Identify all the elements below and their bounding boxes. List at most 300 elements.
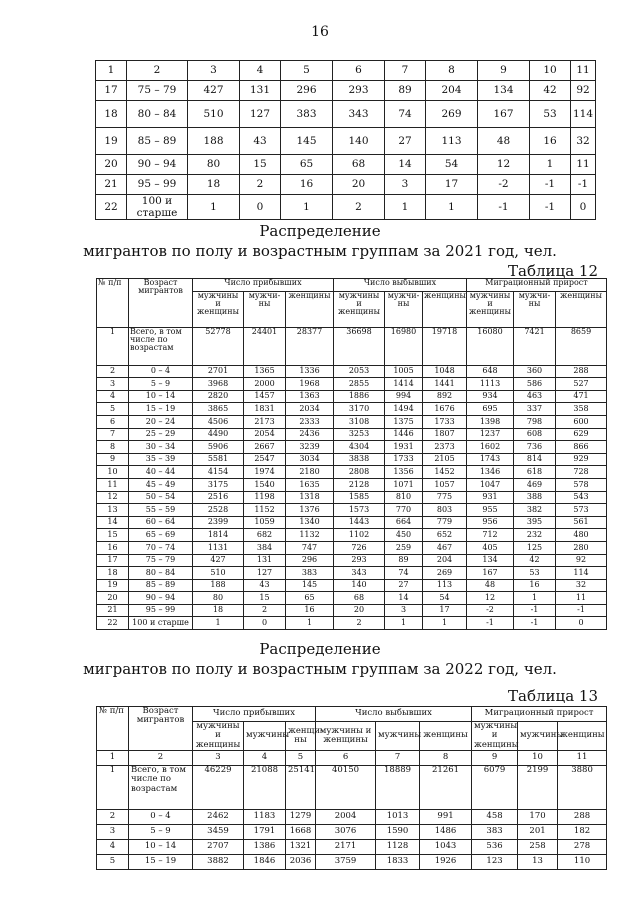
table-cell: 1	[193, 617, 244, 630]
table-cell: 16	[97, 541, 129, 554]
table-cell: 2808	[334, 466, 385, 479]
table-cell: 16	[286, 604, 334, 617]
table-cell: 2171	[316, 840, 376, 855]
t13-head-num: № п/п	[97, 707, 129, 751]
table-cell: 188	[188, 128, 240, 155]
table-cell: 40150	[316, 766, 376, 810]
t13-sub-men: мужчины	[244, 722, 286, 751]
table-cell: 0	[571, 195, 596, 220]
table-cell: 3838	[334, 453, 385, 466]
table-cell: 682	[244, 529, 286, 542]
table-cell: 728	[556, 466, 607, 479]
table-cell: 75 – 79	[129, 554, 193, 567]
table-cell: 12	[97, 491, 129, 504]
t13-head-departed: Число выбывших	[316, 707, 472, 722]
table-cell: 1346	[467, 466, 514, 479]
table-cell: 1807	[423, 428, 467, 441]
table-cell: 931	[467, 491, 514, 504]
t13-sub-both: мужчины и женщины	[316, 722, 376, 751]
table-cell: 2373	[423, 441, 467, 454]
table-cell: 280	[556, 541, 607, 554]
table-cell: -1	[530, 195, 571, 220]
table-cell: 3108	[334, 415, 385, 428]
table12	[96, 278, 607, 630]
table-cell: 20 – 24	[129, 415, 193, 428]
table-row	[97, 554, 607, 567]
table-cell: 5	[281, 61, 333, 81]
table-cell: 510	[188, 101, 240, 128]
table-cell: 8	[97, 441, 129, 454]
table-cell: 1336	[286, 365, 334, 378]
table-cell: 1635	[286, 478, 334, 491]
continuation-table	[95, 60, 596, 220]
table-cell: 123	[472, 855, 518, 870]
table-cell: 5 – 9	[129, 378, 193, 391]
table-cell: 427	[193, 554, 244, 567]
table-cell: 204	[426, 81, 478, 101]
table-cell: 90 – 94	[129, 592, 193, 605]
table-cell: 747	[286, 541, 334, 554]
table-cell: 21088	[244, 766, 286, 810]
table-cell: 95 – 99	[129, 604, 193, 617]
table13-caption: Таблица 13	[508, 687, 598, 705]
table-cell: 85 – 89	[129, 579, 193, 592]
table-cell: 3759	[316, 855, 376, 870]
table-cell: 543	[556, 491, 607, 504]
table-cell: 5906	[193, 441, 244, 454]
table-cell: 8	[420, 751, 472, 766]
table13-title-line1: Распределение	[259, 640, 381, 658]
table-cell: 16	[281, 175, 333, 195]
table-cell: 450	[385, 529, 423, 542]
table-cell: 65	[286, 592, 334, 605]
table-cell: 892	[423, 390, 467, 403]
table-cell: 14	[97, 516, 129, 529]
table-cell: 10 – 14	[129, 390, 193, 403]
table-cell: 25141	[286, 766, 316, 810]
table-cell: 127	[244, 567, 286, 580]
table-cell: 54	[423, 592, 467, 605]
table-cell: 4	[240, 61, 281, 81]
table-cell: 2199	[518, 766, 558, 810]
table-cell: 15	[97, 529, 129, 542]
table-cell: 527	[556, 378, 607, 391]
table-cell: -1	[514, 604, 556, 617]
table-row	[97, 390, 607, 403]
table-row	[97, 766, 607, 810]
table-cell: 1	[530, 155, 571, 175]
table-cell: 2	[333, 195, 385, 220]
table-cell: 1931	[385, 441, 423, 454]
table-cell: 480	[556, 529, 607, 542]
t13-head-arrived: Число прибывших	[193, 707, 316, 722]
table-cell: 80 – 84	[127, 101, 188, 128]
table-cell: 4490	[193, 428, 244, 441]
table-cell: 1	[286, 617, 334, 630]
table-row	[97, 478, 607, 491]
table-cell: 10	[518, 751, 558, 766]
table-cell: 17	[97, 554, 129, 567]
table-cell: 259	[385, 541, 423, 554]
table-cell: 803	[423, 504, 467, 517]
table-cell: 65 – 69	[129, 529, 193, 542]
table-cell: 4154	[193, 466, 244, 479]
table-cell: 1198	[244, 491, 286, 504]
table-cell: 2667	[244, 441, 286, 454]
table-cell: 648	[467, 365, 514, 378]
table-cell: 80	[188, 155, 240, 175]
table-row	[97, 378, 607, 391]
table-row	[97, 567, 607, 580]
table-cell: 3968	[193, 378, 244, 391]
table-cell: 25 – 29	[129, 428, 193, 441]
table-cell: 1	[188, 195, 240, 220]
table-row	[97, 751, 607, 766]
table-cell: 36698	[334, 327, 385, 365]
table-cell: 726	[334, 541, 385, 554]
table-cell: 1398	[467, 415, 514, 428]
table-cell: 48	[478, 128, 530, 155]
table-row	[97, 604, 607, 617]
table-cell: 1131	[193, 541, 244, 554]
table-cell: 68	[334, 592, 385, 605]
table-cell: 5 – 9	[129, 825, 193, 840]
table-cell: 32	[556, 579, 607, 592]
t12-head-num: № п/п	[97, 279, 129, 328]
table-cell: 7	[385, 61, 426, 81]
table-cell: 293	[333, 81, 385, 101]
table-cell: 74	[385, 567, 423, 580]
table-cell: 114	[571, 101, 596, 128]
table-cell: 1602	[467, 441, 514, 454]
table-cell: 1668	[286, 825, 316, 840]
table-cell: 3	[193, 751, 244, 766]
table-cell: 6	[316, 751, 376, 766]
table-cell: 27	[385, 579, 423, 592]
table-cell: 4304	[334, 441, 385, 454]
table-cell: 1	[97, 327, 129, 365]
table12-caption: Таблица 12	[508, 262, 598, 280]
table-cell: 1321	[286, 840, 316, 855]
table-cell: 1733	[385, 453, 423, 466]
table-cell: 1043	[420, 840, 472, 855]
table-cell: -1	[467, 617, 514, 630]
t12-head-arrived: Число прибывших	[193, 279, 334, 292]
t13-head-age: Возраст мигрантов	[129, 707, 193, 751]
table-row	[97, 529, 607, 542]
table-cell: 92	[571, 81, 596, 101]
table-cell: 2399	[193, 516, 244, 529]
table-cell: 586	[514, 378, 556, 391]
table-cell: 9	[478, 61, 530, 81]
table-cell: Всего, в том числе по возрастам	[129, 766, 193, 810]
table-cell: 45 – 49	[129, 478, 193, 491]
table-cell: 3459	[193, 825, 244, 840]
table-cell: 5	[97, 855, 129, 870]
table-cell: 866	[556, 441, 607, 454]
table12-title-line1: Распределение	[259, 222, 381, 240]
table-cell: -2	[478, 175, 530, 195]
table-cell: 3	[385, 175, 426, 195]
table-cell: 2707	[193, 840, 244, 855]
table-cell: 1743	[467, 453, 514, 466]
table-cell: -2	[467, 604, 514, 617]
table-cell: 0	[244, 617, 286, 630]
table-cell: 89	[385, 554, 423, 567]
table-cell: 383	[472, 825, 518, 840]
table-cell: 4	[244, 751, 286, 766]
table-cell: 5581	[193, 453, 244, 466]
table-cell: 167	[467, 567, 514, 580]
table-row	[97, 516, 607, 529]
table-cell: 2	[334, 617, 385, 630]
table-cell: 20	[334, 604, 385, 617]
table-row	[97, 617, 607, 630]
table-cell: 3170	[334, 403, 385, 416]
table-cell: 4	[97, 840, 129, 855]
table-cell: 3253	[334, 428, 385, 441]
table-cell: 19	[97, 579, 129, 592]
table-cell: 54	[426, 155, 478, 175]
table-cell: 53	[530, 101, 571, 128]
table-cell: 269	[426, 101, 478, 128]
table-cell: 131	[240, 81, 281, 101]
table-cell: 3	[188, 61, 240, 81]
table-cell: 798	[514, 415, 556, 428]
table-cell: 134	[478, 81, 530, 101]
table-cell: 1	[96, 61, 127, 81]
table-cell: 608	[514, 428, 556, 441]
table-cell: 337	[514, 403, 556, 416]
table-cell: 269	[423, 567, 467, 580]
table-cell: 2	[129, 751, 193, 766]
t12-sub-women: женщины	[286, 291, 334, 327]
table-cell: 1590	[376, 825, 420, 840]
table-cell: 1356	[385, 466, 423, 479]
table-cell: 1386	[244, 840, 286, 855]
table-cell: 1	[97, 751, 129, 766]
table-cell: 0 – 4	[129, 810, 193, 825]
table-cell: 131	[244, 554, 286, 567]
table-cell: 1057	[423, 478, 467, 491]
t12-sub-men: мужчи-ны	[514, 291, 556, 327]
table-cell: 113	[426, 128, 478, 155]
table13	[96, 706, 607, 870]
table-cell: 2036	[286, 855, 316, 870]
t12-sub-men: мужчи-ны	[385, 291, 423, 327]
table-cell: 1733	[423, 415, 467, 428]
table-cell: 536	[472, 840, 518, 855]
table-cell: 664	[385, 516, 423, 529]
table-cell: 134	[467, 554, 514, 567]
table-cell: 1237	[467, 428, 514, 441]
table-row	[96, 128, 596, 155]
table-cell: 4506	[193, 415, 244, 428]
table-cell: 80	[193, 592, 244, 605]
table-cell: 1048	[423, 365, 467, 378]
table-cell: 16080	[467, 327, 514, 365]
table-cell: -1	[514, 617, 556, 630]
table-cell: 1814	[193, 529, 244, 542]
table-cell: 1573	[334, 504, 385, 517]
table-cell: 70 – 74	[129, 541, 193, 554]
table-cell: 0	[556, 617, 607, 630]
table-cell: 48	[467, 579, 514, 592]
table-cell: 9	[97, 453, 129, 466]
table-cell: 7	[376, 751, 420, 766]
table-cell: 467	[423, 541, 467, 554]
table-cell: 42	[530, 81, 571, 101]
table-cell: 40 – 44	[129, 466, 193, 479]
table-cell: 695	[467, 403, 514, 416]
table-cell: 65	[281, 155, 333, 175]
table-cell: 1	[385, 617, 423, 630]
table-cell: 618	[514, 466, 556, 479]
table-cell: -1	[530, 175, 571, 195]
table-cell: 1926	[420, 855, 472, 870]
table-cell: 92	[556, 554, 607, 567]
table-cell: 18	[96, 101, 127, 128]
table-cell: 35 – 39	[129, 453, 193, 466]
table-row	[97, 840, 607, 855]
table-cell: 5	[286, 751, 316, 766]
table-cell: 75 – 79	[127, 81, 188, 101]
table-cell: 1	[423, 617, 467, 630]
t12-head-age: Возраст мигрантов	[129, 279, 193, 328]
table-cell: 1676	[423, 403, 467, 416]
table-cell: 19	[96, 128, 127, 155]
table-cell: 1128	[376, 840, 420, 855]
t12-sub-women: женщины	[556, 291, 607, 327]
table-cell: 32	[571, 128, 596, 155]
table-cell: 2528	[193, 504, 244, 517]
table-cell: 1791	[244, 825, 286, 840]
table-cell: 510	[193, 567, 244, 580]
table-cell: 74	[385, 101, 426, 128]
table-cell: 127	[240, 101, 281, 128]
table-cell: 16	[514, 579, 556, 592]
table-cell: 3175	[193, 478, 244, 491]
table-cell: 383	[281, 101, 333, 128]
t13-sub-women: женщины	[558, 722, 607, 751]
table-cell: 1013	[376, 810, 420, 825]
table-cell: 384	[244, 541, 286, 554]
table-cell: 5	[97, 403, 129, 416]
table-row	[97, 592, 607, 605]
page-number: 16	[311, 24, 329, 40]
table-cell: 11	[571, 61, 596, 81]
table-cell: 3882	[193, 855, 244, 870]
t13-head-growth: Миграционный прирост	[472, 707, 607, 722]
table-cell: 712	[467, 529, 514, 542]
table-cell: 296	[286, 554, 334, 567]
table-cell: 1	[426, 195, 478, 220]
table-cell: 775	[423, 491, 467, 504]
table-cell: 89	[385, 81, 426, 101]
table-cell: 561	[556, 516, 607, 529]
table-row	[97, 491, 607, 504]
table-cell: 15	[240, 155, 281, 175]
table-cell: 182	[558, 825, 607, 840]
table-cell: 779	[423, 516, 467, 529]
table-cell: 2	[240, 175, 281, 195]
t13-sub-women: женщи-ны	[286, 722, 316, 751]
table-cell: 343	[334, 567, 385, 580]
table-cell: 100 и старше	[127, 195, 188, 220]
table-cell: 1846	[244, 855, 286, 870]
table-cell: 201	[518, 825, 558, 840]
table-cell: 7	[97, 428, 129, 441]
table-cell: 3034	[286, 453, 334, 466]
table-cell: 1833	[376, 855, 420, 870]
table-cell: 1457	[244, 390, 286, 403]
table-cell: 16980	[385, 327, 423, 365]
table-cell: 395	[514, 516, 556, 529]
table-cell: 20	[96, 155, 127, 175]
table-row	[97, 403, 607, 416]
table-cell: 1886	[334, 390, 385, 403]
table-cell: 15 – 19	[129, 403, 193, 416]
table-cell: 11	[571, 155, 596, 175]
table-cell: 21	[96, 175, 127, 195]
table-cell: 14	[385, 155, 426, 175]
table-cell: 6079	[472, 766, 518, 810]
table-cell: 629	[556, 428, 607, 441]
table-cell: 1376	[286, 504, 334, 517]
table-cell: 80 – 84	[129, 567, 193, 580]
table-cell: 736	[514, 441, 556, 454]
table-cell: 358	[556, 403, 607, 416]
table-cell: 2820	[193, 390, 244, 403]
table-cell: 167	[478, 101, 530, 128]
table-row	[97, 365, 607, 378]
table-cell: 11	[556, 592, 607, 605]
table-cell: 3865	[193, 403, 244, 416]
table-cell: 110	[558, 855, 607, 870]
table-row	[97, 504, 607, 517]
table-cell: 22	[96, 195, 127, 220]
table-cell: 2034	[286, 403, 334, 416]
table-cell: 1	[514, 592, 556, 605]
table-cell: 21261	[420, 766, 472, 810]
table-cell: 7421	[514, 327, 556, 365]
table-cell: 1446	[385, 428, 423, 441]
table-cell: 100 и старше	[129, 617, 193, 630]
t12-sub-both: мужчины и женщины	[467, 291, 514, 327]
table-cell: 12	[467, 592, 514, 605]
t13-sub-both: мужчины и женщины	[472, 722, 518, 751]
table-cell: 2855	[334, 378, 385, 391]
table-cell: 1452	[423, 466, 467, 479]
table-cell: 22	[97, 617, 129, 630]
table-cell: 3076	[316, 825, 376, 840]
table-cell: 17	[426, 175, 478, 195]
t12-sub-women: женщины	[423, 291, 467, 327]
table-cell: 4	[97, 390, 129, 403]
table-row	[97, 810, 607, 825]
table-cell: 1375	[385, 415, 423, 428]
table-row	[96, 155, 596, 175]
table-cell: 145	[281, 128, 333, 155]
table-cell: 929	[556, 453, 607, 466]
table-cell: 2004	[316, 810, 376, 825]
table-cell: 24401	[244, 327, 286, 365]
table-row	[97, 428, 607, 441]
table-cell: 405	[467, 541, 514, 554]
table-cell: 814	[514, 453, 556, 466]
table-cell: 52778	[193, 327, 244, 365]
table-cell: 21	[97, 604, 129, 617]
